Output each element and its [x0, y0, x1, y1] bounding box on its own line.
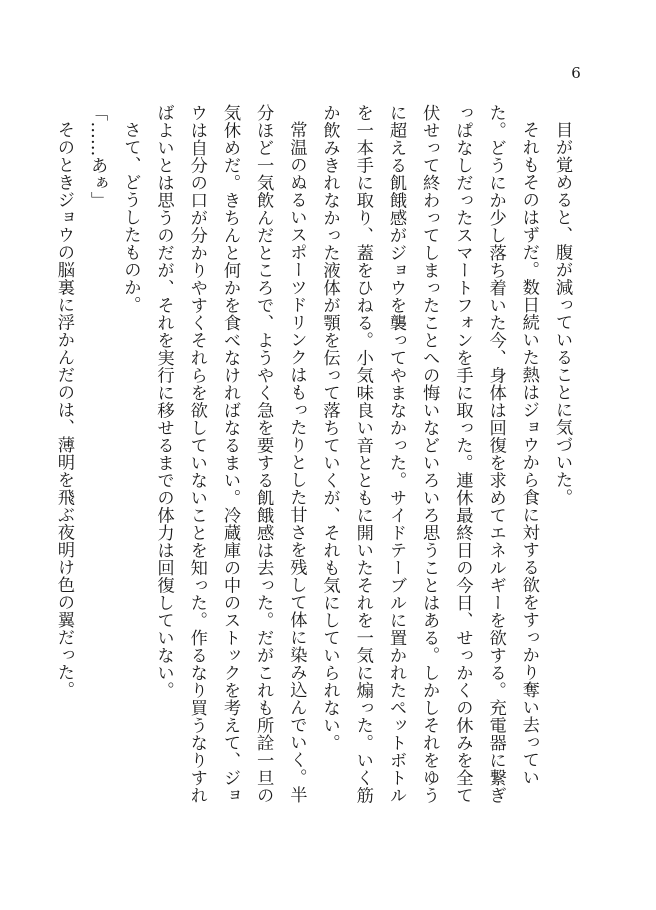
paragraph: さて、どうしたものか。	[120, 121, 141, 314]
paragraph: それもそのはずだ。数日続いた熱はジョウから食に対する欲をすっかり奪い去っていた。どうにか少し落ち着いた今、身体は回復を求めてエネルギーを欲する。充電器に繋ぎっぱなしだったスマートフォンを手に取った。連休最終日の今日、せっかくの休みを全て伏せって終わってしまったことへの悔いなどいろいろ思うことはある。しかしそれをゆうに超える飢餓感がジョウを襲ってやまなかった。サイドテーブルに置かれたペットボトルを一本手に取り、蓋をひねる。小気味良い音とともに開いたそれを一気に煽った。いく筋か飲みきれなかった液体が顎を伝って落ちていくが、それも気にしていられない。	[319, 104, 539, 804]
paragraph: そのときジョウの脳裏に浮かんだのは、薄明を飛ぶ夜明け色の翼だった。	[53, 121, 74, 699]
dialogue-line: 「……あぁ」	[87, 104, 108, 209]
page-number: 6	[571, 64, 581, 82]
paragraph: 常温のぬるいスポーツドリンクはもったりとした甘さを残して体に染み込んでいく。半分ほど一気飲んだところで、ようやく急を要する飢餓感は去った。だがこれも所詮一旦の気休めだ。きちんと何かを食べなければなるまい。冷蔵庫の中のストックを考えて、ジョウは自分の口が分かりやすくそれらを欲していないことを知った。作るなり買うなりすればよいとは思うのだが、それを実行に移せるまでの体力は回復していない。	[153, 104, 307, 804]
paragraph: 目が覚めると、腹が減っていることに気づいた。	[552, 121, 572, 507]
vertical-text-body	[53, 104, 578, 804]
